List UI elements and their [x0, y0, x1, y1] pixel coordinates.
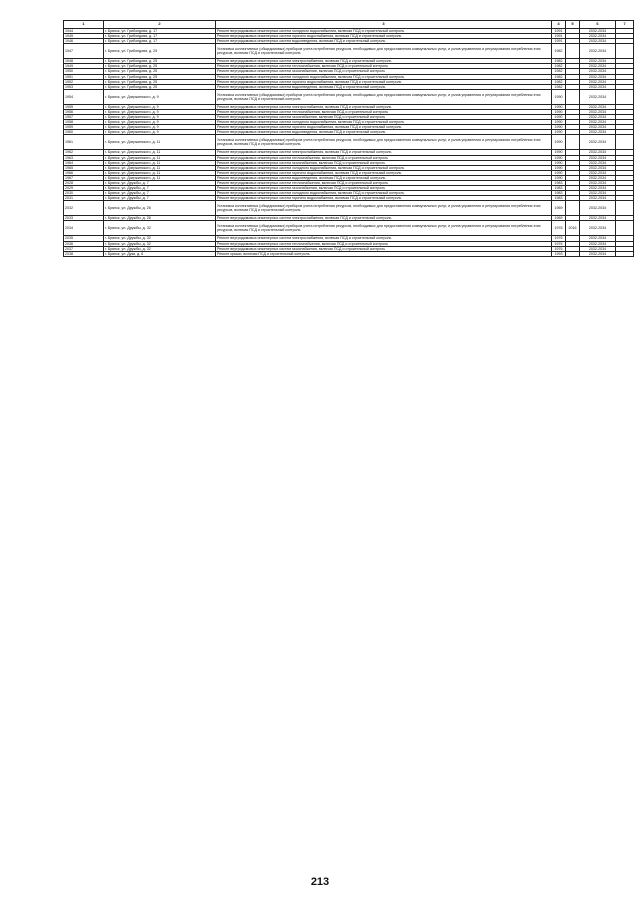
table-cell-col4: 1982: [552, 74, 566, 79]
table-cell-col1: 1953: [64, 84, 104, 89]
table-cell-col4: 1990: [552, 160, 566, 165]
table-cell-col6: 2032-2034: [580, 201, 616, 216]
table-cell-col4: 1982: [552, 84, 566, 89]
table-cell-col2: г. Брянск, ул. Дружбы, д. 32: [104, 241, 216, 246]
header-cell-5: 5: [566, 21, 580, 29]
table-cell-col1: 1955: [64, 104, 104, 109]
table-cell-col1: 2030: [64, 191, 104, 196]
table-cell-col6: 2032-2034: [580, 125, 616, 130]
table-cell-col3: Ремонт внутридомовых инженерных систем водоотведения, включая ПСД и строительный контроль: [216, 130, 552, 135]
table-cell-col2: г. Брянск, ул. Грибоедова, д. 25: [104, 84, 216, 89]
table-cell-col4: 1991: [552, 29, 566, 34]
header-cell-6: 6: [580, 21, 616, 29]
table-cell-col3: Ремонт внутридомовых инженерных систем теплоснабжения, включая ПСД и строительный контроль: [216, 155, 552, 160]
table-cell-col2: г. Брянск, ул. Дзержинского, д. 9: [104, 130, 216, 135]
table-cell-col6: 2032-2034: [580, 186, 616, 191]
table-cell-col3: Ремонт крыши, включая ПСД и строительный контроль: [216, 251, 552, 256]
table-cell-col6: 2032-2034: [580, 216, 616, 221]
table-cell-col1: 1967: [64, 175, 104, 180]
table-cell-col6: 2032-2034: [580, 104, 616, 109]
table-cell-col1: 1959: [64, 125, 104, 130]
table-cell-col4: 1976: [552, 236, 566, 241]
table-cell-col2: г. Брянск, ул. Грибоедова, д. 25: [104, 69, 216, 74]
table-cell-col6: 2032-2034: [580, 155, 616, 160]
table-cell-col4: 1990: [552, 170, 566, 175]
table-cell-col3: Ремонт внутридомовых инженерных систем теплоснабжения, включая ПСД и строительный контроль: [216, 241, 552, 246]
table-cell-col6: 2032-2034: [580, 135, 616, 150]
table-cell-col3: Ремонт внутридомовых инженерных систем холодного водоснабжения, включая ПСД и строительный контроль: [216, 120, 552, 125]
table-cell-col2: г. Брянск, ул. Дзержинского, д. 9: [104, 125, 216, 130]
table-body: [64, 29, 634, 257]
table-cell-col2: г. Брянск, ул. Дзержинского, д. 9: [104, 104, 216, 109]
table-cell-col2: г. Брянск, ул. Дружбы, д. 26: [104, 201, 216, 216]
table-cell-col5: [566, 44, 580, 59]
table-cell-col2: г. Брянск, ул. Грибоедова, д. 25: [104, 74, 216, 79]
table-cell-col3: Установка коллективных (общедомовых) приборов учета потребления ресурсов, необходимых для предоставления коммунальных услуг, и узлов управления и регулирования потребления этих ресурсов, включая ПСД и строительный контроль: [216, 201, 552, 216]
table-cell-col1: 2032: [64, 201, 104, 216]
table-cell-col4: 1990: [552, 109, 566, 114]
table-cell-col6: 2032-2034: [580, 160, 616, 165]
table-cell-col3: Ремонт внутридомовых инженерных систем электроснабжения, включая ПСД и строительный контроль: [216, 104, 552, 109]
table-cell-col1: 2031: [64, 196, 104, 201]
table-cell-col2: г. Брянск, ул. Дзержинского, д. 11: [104, 160, 216, 165]
table-cell-col4: 1969: [552, 216, 566, 221]
table-cell-col2: г. Брянск, ул. Грибоедова, д. 17: [104, 34, 216, 39]
table-cell-col3: Установка коллективных (общедомовых) приборов учета потребления ресурсов, необходимых для предоставления коммунальных услуг, и узлов управления и регулирования потребления этих ресурсов, включая ПСД и строительный контроль: [216, 135, 552, 150]
table-cell-col3: Ремонт внутридомовых инженерных систем холодного водоснабжения, включая ПСД и строительный контроль: [216, 165, 552, 170]
table-cell-col1: 2033: [64, 216, 104, 221]
table-cell-col2: г. Брянск, ул. Дзержинского, д. 9: [104, 115, 216, 120]
table-cell-col4: 1990: [552, 165, 566, 170]
table-cell-col4: 1990: [552, 89, 566, 104]
table-cell-col2: г. Брянск, ул. Дзержинского, д. 11: [104, 170, 216, 175]
table-cell-col2: г. Брянск, ул. Дзержинского, д. 11: [104, 150, 216, 155]
table-cell-col4: 1990: [552, 150, 566, 155]
table-cell-col1: 2034: [64, 221, 104, 236]
table-row: [64, 44, 634, 59]
table-cell-col6: 2032-2034: [580, 74, 616, 79]
table-cell-col4: 1990: [552, 135, 566, 150]
table-cell-col3: Ремонт внутридомовых инженерных систем газоснабжения, включая ПСД и строительный контроль: [216, 69, 552, 74]
table-cell-col4: 1993: [552, 251, 566, 256]
table-cell-col3: Ремонт внутридомовых инженерных систем горячего водоснабжения, включая ПСД и строительный контроль: [216, 170, 552, 175]
document-table: [63, 20, 633, 257]
table-cell-col4: 1982: [552, 64, 566, 69]
table-cell-col4: 1983: [552, 180, 566, 185]
table-cell-col6: 2032-2034: [580, 251, 616, 256]
header-cell-7: 7: [616, 21, 634, 29]
table-cell-col2: г. Брянск, ул. Дружбы, д. 32: [104, 236, 216, 241]
table-cell-col6: 2032-2034: [580, 170, 616, 175]
table-cell-col1: 2037: [64, 246, 104, 251]
table-cell-col4: 1983: [552, 186, 566, 191]
table-cell-col4: 1982: [552, 79, 566, 84]
table-cell-col2: г. Брянск, ул. Дзержинского, д. 9: [104, 109, 216, 114]
table-cell-col1: 2029: [64, 186, 104, 191]
table-cell-col5: [566, 89, 580, 104]
table-cell-col6: 2032-2034: [580, 84, 616, 89]
table-cell-col2: г. Брянск, ул. Дуки, д. 6: [104, 251, 216, 256]
table-cell-col5: [566, 251, 580, 256]
page-number: 213: [310, 876, 330, 888]
table-cell-col2: г. Брянск, ул. Грибоедова, д. 25: [104, 64, 216, 69]
header-row: [64, 21, 634, 29]
header-cell-2: 2: [104, 21, 216, 29]
header-cell-3: 3: [216, 21, 552, 29]
table-cell-col2: г. Брянск, ул. Дзержинского, д. 9: [104, 120, 216, 125]
table-cell-col4: 1976: [552, 241, 566, 246]
table-cell-col7: [616, 135, 634, 150]
table-cell-col1: 2038: [64, 251, 104, 256]
table-cell-col3: Ремонт внутридомовых инженерных систем электроснабжения, включая ПСД и строительный контроль: [216, 216, 552, 221]
table-cell-col1: 1954: [64, 89, 104, 104]
table-cell-col2: г. Брянск, ул. Грибоедова, д. 17: [104, 29, 216, 34]
table-cell-col4: 1982: [552, 59, 566, 64]
table-cell-col4: 1990: [552, 155, 566, 160]
table-cell-col3: Ремонт внутридомовых инженерных систем водоотведения, включая ПСД и строительный контроль: [216, 175, 552, 180]
table-cell-col3: Ремонт внутридомовых инженерных систем водоотведения, включая ПСД и строительный контроль: [216, 39, 552, 44]
table-cell-col6: 2032-2034: [580, 109, 616, 114]
table-cell-col2: г. Брянск, ул. Дружбы, д. 7: [104, 196, 216, 201]
table-cell-col1: 1960: [64, 130, 104, 135]
table-cell-col2: г. Брянск, ул. Дзержинского, д. 11: [104, 175, 216, 180]
table-cell-col6: 2032-2034: [580, 79, 616, 84]
table-row: [64, 89, 634, 104]
table-cell-col4: 1982: [552, 44, 566, 59]
table-cell-col1: 1950: [64, 69, 104, 74]
table-row: [64, 201, 634, 216]
table-cell-col1: 1961: [64, 135, 104, 150]
table-cell-col1: 1947: [64, 44, 104, 59]
table-cell-col6: 2032-2034: [580, 191, 616, 196]
table-cell-col2: г. Брянск, ул. Дружбы, д. 26: [104, 216, 216, 221]
table-cell-col6: 2032-2034: [580, 115, 616, 120]
table-cell-col3: Ремонт внутридомовых инженерных систем горячего водоснабжения, включая ПСД и строительный контроль: [216, 34, 552, 39]
table-cell-col3: Ремонт внутридомовых инженерных систем холодного водоснабжения, включая ПСД и строительный контроль: [216, 29, 552, 34]
table-cell-col3: Ремонт внутридомовых инженерных систем горячего водоснабжения, включая ПСД и строительный контроль: [216, 79, 552, 84]
table-cell-col1: 1963: [64, 155, 104, 160]
table-cell-col6: 2032-2034: [580, 180, 616, 185]
table-cell-col6: 2032-2034: [580, 34, 616, 39]
table-cell-col2: г. Брянск, ул. Грибоедова, д. 25: [104, 79, 216, 84]
table-cell-col4: 1976: [552, 221, 566, 236]
table-cell-col3: Ремонт внутридомовых инженерных систем электроснабжения, включая ПСД и строительный контроль: [216, 236, 552, 241]
table-cell-col7: [616, 251, 634, 256]
table-cell-col3: Ремонт внутридомовых инженерных систем электроснабжения, включая ПСД и строительный контроль: [216, 59, 552, 64]
table-row: [64, 251, 634, 256]
table-cell-col7: [616, 89, 634, 104]
table-cell-col4: 1983: [552, 196, 566, 201]
table-cell-col2: г. Брянск, ул. Дружбы, д. 7: [104, 191, 216, 196]
table-cell-col2: г. Брянск, ул. Дружбы, д. 32: [104, 246, 216, 251]
table-cell-col3: Ремонт внутридомовых инженерных систем теплоснабжения, включая ПСД и строительный контроль: [216, 109, 552, 114]
table-cell-col2: г. Брянск, ул. Грибоедова, д. 25: [104, 44, 216, 59]
table-cell-col3: Ремонт внутридомовых инженерных систем водоотведения, включая ПСД и строительный контроль: [216, 84, 552, 89]
table-cell-col3: Установка коллективных (общедомовых) приборов учета потребления ресурсов, необходимых для предоставления коммунальных услуг, и узлов управления и регулирования потребления этих ресурсов, включая ПСД и строительный контроль: [216, 44, 552, 59]
table-cell-col6: 2032-2034: [580, 196, 616, 201]
table-cell-col1: 1964: [64, 160, 104, 165]
table-cell-col4: 1990: [552, 125, 566, 130]
table-cell-col1: 2036: [64, 241, 104, 246]
table-cell-col6: 2032-2034: [580, 175, 616, 180]
table-cell-col2: г. Брянск, ул. Дружбы, д. 7: [104, 186, 216, 191]
table-cell-col5: [566, 135, 580, 150]
table-cell-col6: 2032-2034: [580, 130, 616, 135]
table-cell-col6: 2032-2034: [580, 69, 616, 74]
table-cell-col3: Ремонт внутридомовых инженерных систем газоснабжения, включая ПСД и строительный контроль: [216, 160, 552, 165]
table-cell-col7: [616, 44, 634, 59]
table-cell-col2: г. Брянск, ул. Грибоедова, д. 25: [104, 59, 216, 64]
table-cell-col3: Установка коллективных (общедомовых) приборов учета потребления ресурсов, необходимых для предоставления коммунальных услуг, и узлов управления и регулирования потребления этих ресурсов, включая ПСД и строительный контроль: [216, 221, 552, 236]
table-cell-col4: 1990: [552, 130, 566, 135]
table-cell-col3: Установка коллективных (общедомовых) приборов учета потребления ресурсов, необходимых для предоставления коммунальных услуг, и узлов управления и регулирования потребления этих ресурсов, включая ПСД и строительный контроль: [216, 89, 552, 104]
table-cell-col6: 2032-2034: [580, 241, 616, 246]
header-cell-4: 4: [552, 21, 566, 29]
table-cell-col3: Ремонт внутридомовых инженерных систем холодного водоснабжения, включая ПСД и строительный контроль: [216, 74, 552, 79]
table-cell-col6: 2032-2034: [580, 39, 616, 44]
table-cell-col6: 2032-2034: [580, 236, 616, 241]
table-cell-col4: 1990: [552, 115, 566, 120]
table-cell-col2: г. Брянск, ул. Дзержинского, д. 11: [104, 135, 216, 150]
table-cell-col1: 1965: [64, 165, 104, 170]
table-cell-col2: г. Брянск, ул. Дзержинского, д. 11: [104, 155, 216, 160]
table-cell-col6: 2032-2034: [580, 64, 616, 69]
table-cell-col3: Ремонт внутридомовых инженерных систем газоснабжения, включая ПСД и строительный контроль: [216, 246, 552, 251]
table-cell-col1: 1946: [64, 39, 104, 44]
table-cell-col6: 2032-2034: [580, 246, 616, 251]
table-cell-col3: Ремонт внутридомовых инженерных систем теплоснабжения, включая ПСД и строительный контроль: [216, 180, 552, 185]
table-row: [64, 221, 634, 236]
table-cell-col1: 1957: [64, 115, 104, 120]
table-cell-col3: Ремонт внутридомовых инженерных систем холодного водоснабжения, включая ПСД и строительный контроль: [216, 191, 552, 196]
table-cell-col4: 1990: [552, 104, 566, 109]
table-cell-col1: 1949: [64, 64, 104, 69]
table-cell-col6: 2032-2034: [580, 89, 616, 104]
table-row: [64, 135, 634, 150]
table-cell-col3: Ремонт внутридомовых инженерных систем электроснабжения, включая ПСД и строительный контроль: [216, 150, 552, 155]
table-cell-col1: 1944: [64, 29, 104, 34]
table-cell-col1: 1952: [64, 79, 104, 84]
table-cell-col1: 1958: [64, 120, 104, 125]
table-cell-col1: 1951: [64, 74, 104, 79]
table-cell-col4: 1991: [552, 34, 566, 39]
table-cell-col1: 2028: [64, 180, 104, 185]
table-cell-col5: [566, 201, 580, 216]
table-cell-col1: 1948: [64, 59, 104, 64]
table-cell-col1: 1956: [64, 109, 104, 114]
table-cell-col2: г. Брянск, ул. Грибоедова, д. 17: [104, 39, 216, 44]
table-cell-col4: 1991: [552, 39, 566, 44]
table-cell-col3: Ремонт внутридомовых инженерных систем теплоснабжения, включая ПСД и строительный контроль: [216, 64, 552, 69]
table-cell-col3: Ремонт внутридомовых инженерных систем газоснабжения, включая ПСД и строительный контроль: [216, 186, 552, 191]
table-cell-col4: 1990: [552, 175, 566, 180]
table-cell-col6: 2032-2034: [580, 59, 616, 64]
table-cell-col2: г. Брянск, ул. Дзержинского, д. 9: [104, 89, 216, 104]
table-cell-col6: 2032-2034: [580, 120, 616, 125]
table-cell-col3: Ремонт внутридомовых инженерных систем газоснабжения, включая ПСД и строительный контроль: [216, 115, 552, 120]
table-cell-col1: 1962: [64, 150, 104, 155]
table-cell-col7: [616, 221, 634, 236]
table-cell-col2: г. Брянск, ул. Дружбы, д. 7: [104, 180, 216, 185]
table-cell-col2: г. Брянск, ул. Дзержинского, д. 11: [104, 165, 216, 170]
table-cell-col3: Ремонт внутридомовых инженерных систем горячего водоснабжения, включая ПСД и строительный контроль: [216, 196, 552, 201]
table-cell-col6: 2032-2034: [580, 165, 616, 170]
table-cell-col6: 2032-2034: [580, 150, 616, 155]
table-cell-col1: 2035: [64, 236, 104, 241]
table-cell-col7: [616, 201, 634, 216]
works-table: [63, 20, 634, 257]
table-cell-col4: 1969: [552, 201, 566, 216]
table-cell-col4: 1982: [552, 69, 566, 74]
table-cell-col1: 1945: [64, 34, 104, 39]
table-cell-col6: 2032-2034: [580, 29, 616, 34]
table-cell-col4: 1976: [552, 246, 566, 251]
table-cell-col4: 1983: [552, 191, 566, 196]
table-cell-col3: Ремонт внутридомовых инженерных систем горячего водоснабжения, включая ПСД и строительный контроль: [216, 125, 552, 130]
table-cell-col6: 2032-2034: [580, 44, 616, 59]
table-cell-col5: 2016: [566, 221, 580, 236]
header-cell-1: 1: [64, 21, 104, 29]
table-cell-col6: 2032-2034: [580, 221, 616, 236]
table-cell-col2: г. Брянск, ул. Дружбы, д. 32: [104, 221, 216, 236]
table-cell-col4: 1990: [552, 120, 566, 125]
table-cell-col1: 1966: [64, 170, 104, 175]
